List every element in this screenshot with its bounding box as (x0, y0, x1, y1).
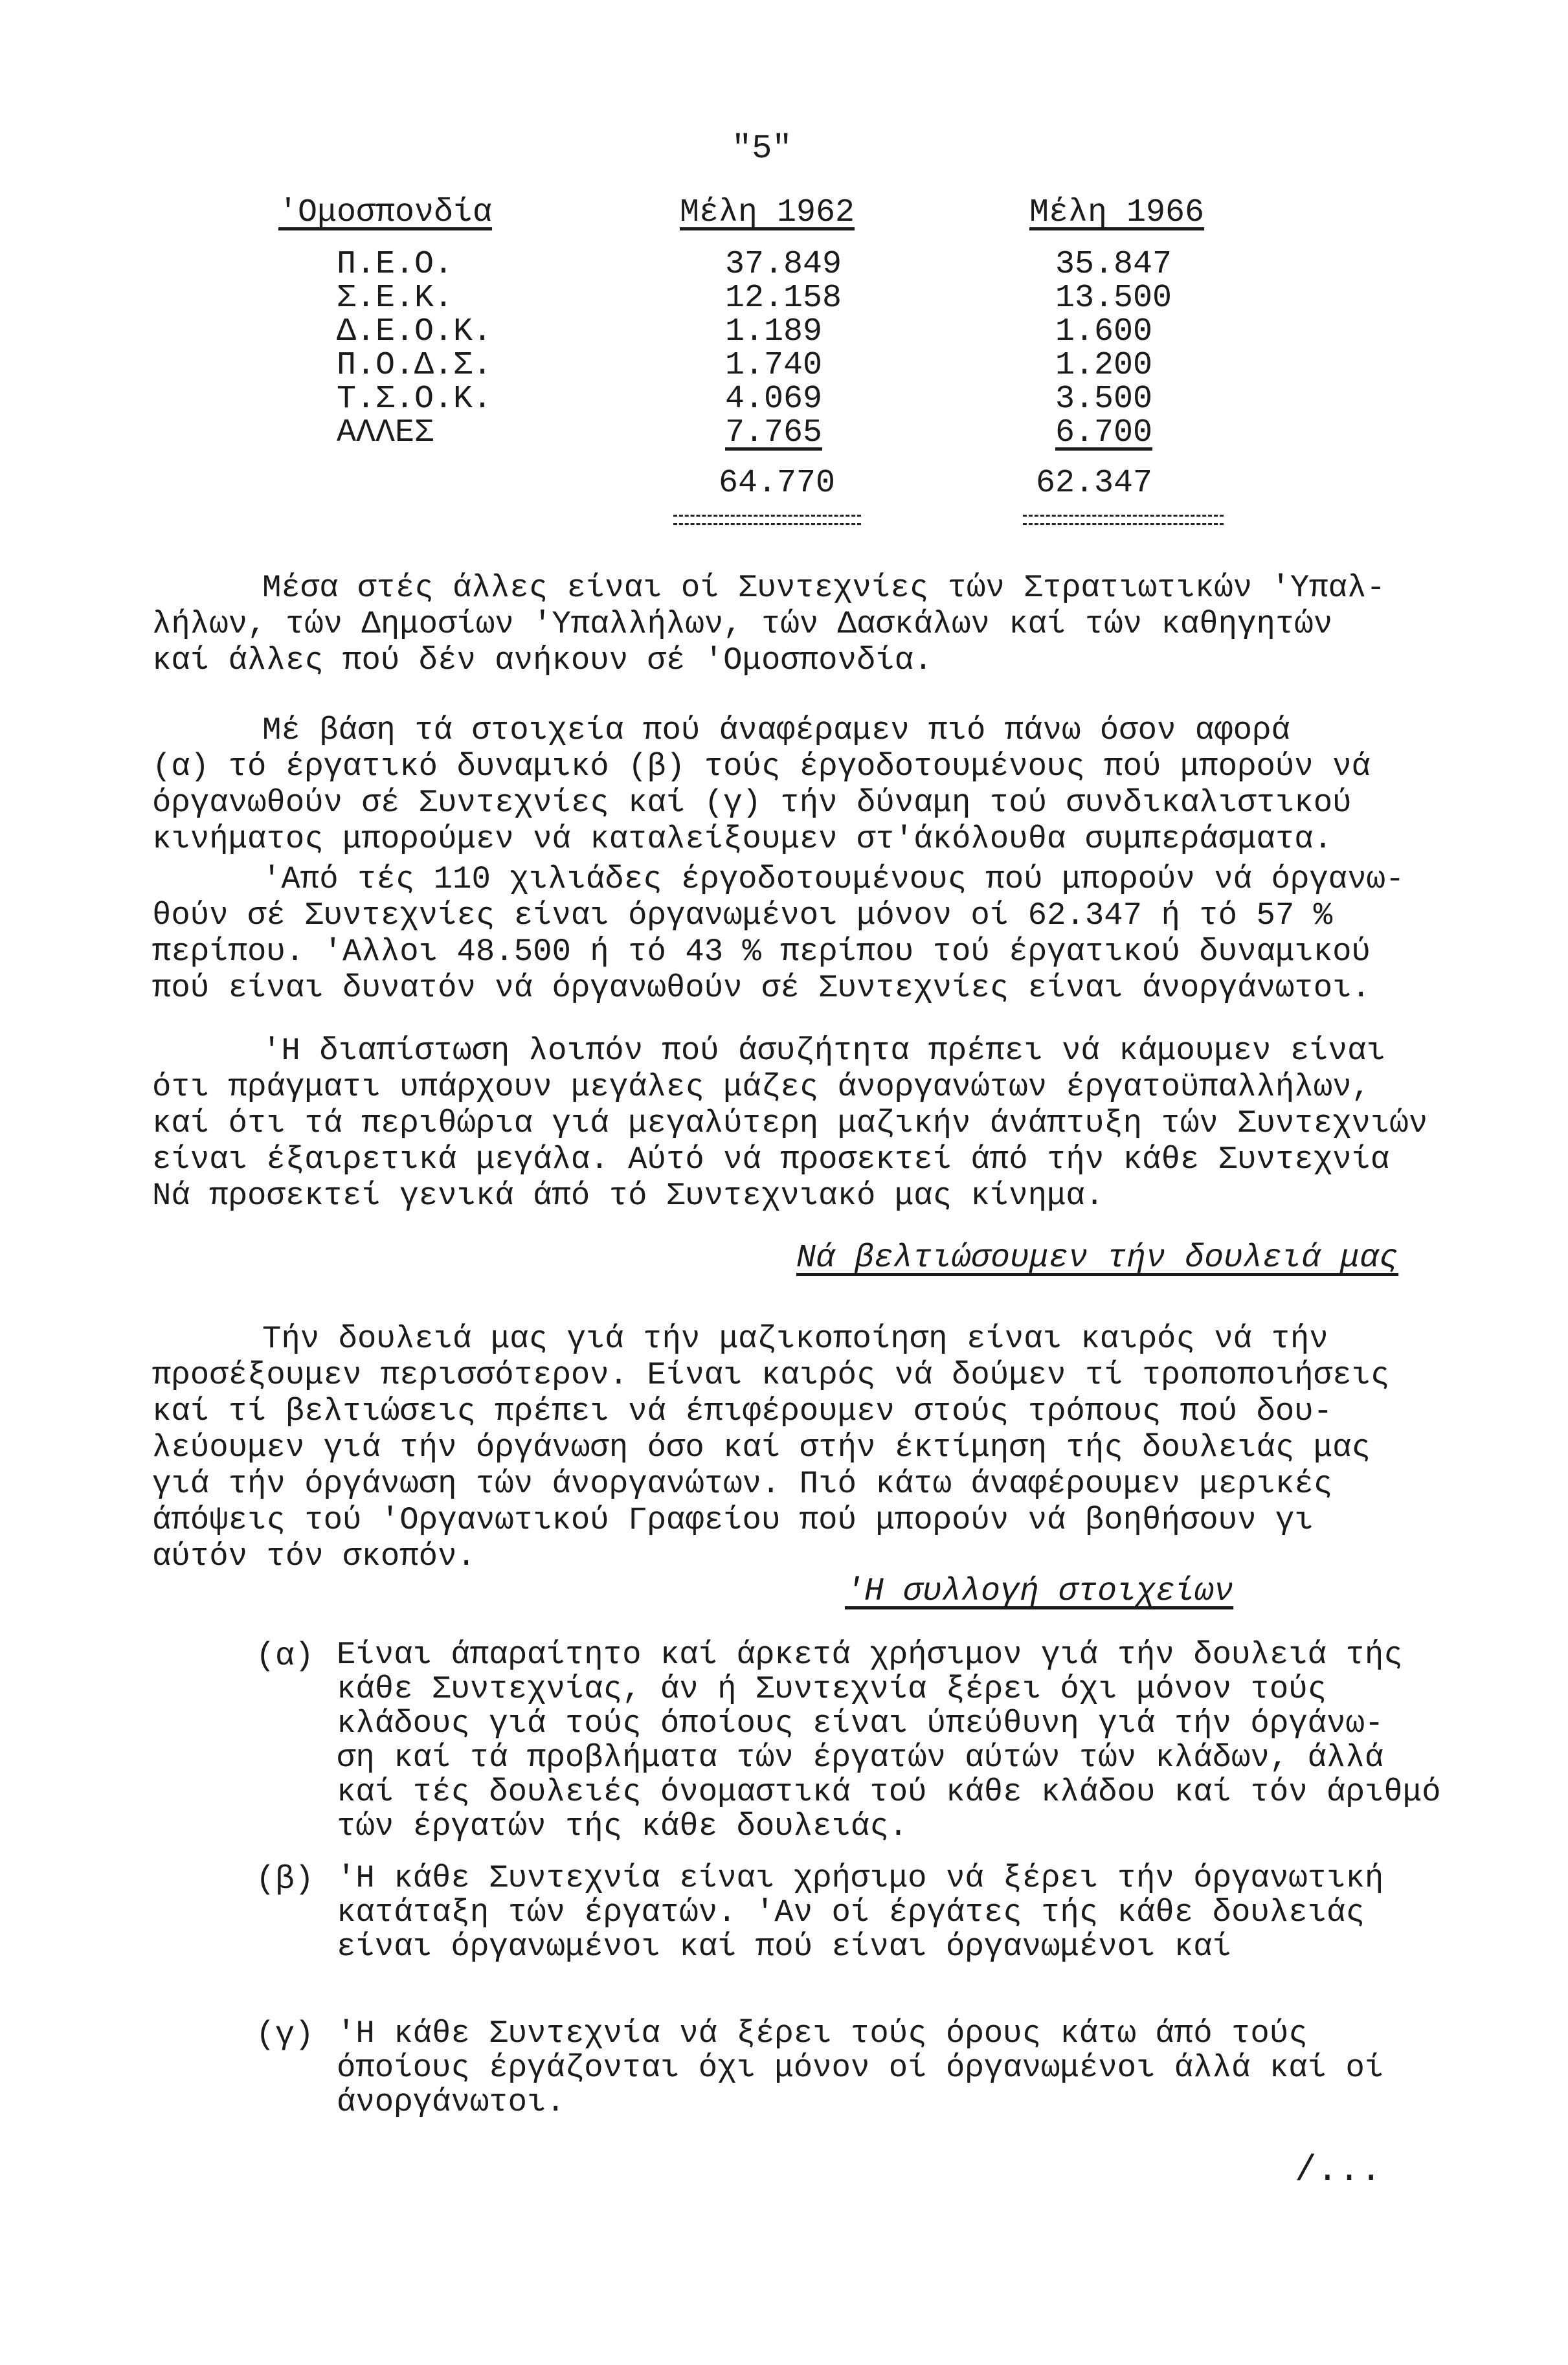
item-text: 'Η κάθε Συντεχνία είναι χρήσιμο νά ξέρει τήν όργανωτική κατάταξη τών έργατών. 'Αν οί έργάτες τής κάθε δουλειάς είναι όργανωμένοι καί πού είναι όργανωμένοι καί (337, 1860, 1384, 1965)
paragraph-mass-organization: Τήν δουλειά μας γιά τήν μαζικοποίηση είναι καιρός νά τήν προσέξουμεν περισσότερον. Είναι καιρός νά δούμεν τί τροποποιήσεις καί τί βελτιώσεις πρέπει νά έπιφέρουμεν στούς τρόπους πού δου- λεύουμεν γιά τήν όργάνωση όσο καί στήν έκτίμηση τής δουλειάς μας γιά τήν όργάνωση τών άνοργανώτων. Πιό κάτω άναφέρουμεν μερικές άπόψεις τού 'Οργανωτικού Γραφείου πού μπορούν νά βοηθήσουν γι αύτόν τόν σκοπόν. (152, 1321, 1390, 1575)
header-federation: 'Ομοσπονδία (278, 194, 493, 231)
members-1966-value: 1.600 (1055, 313, 1153, 350)
federation-name: Δ.Ε.Ο.Κ. (337, 313, 493, 350)
section-heading-data-collection: 'Η συλλογή στοιχείων (845, 1573, 1234, 1610)
table-row (0, 280, 1568, 317)
paragraph-conclusions-intro: Μέ βάση τά στοιχεία πού άναφέραμεν πιό πάνω όσον αφορά (α) τό έργατικό δυναμικό (β) τούς έργοδοτουμένους πού μπορούν νά όργανωθούν σέ Συντεχνίες καί (γ) τήν δύναμη τού συνδικαλιστικού κινήματος μπορούμεν νά καταλείξουμεν στ'άκόλουθα συμπεράσματα. (152, 712, 1371, 857)
members-1962-value: 4.069 (725, 381, 823, 418)
federation-name: ΑΛΛΕΣ (337, 414, 434, 451)
paragraph-other-unions: Μέσα στές άλλες είναι οί Συντεχνίες τών Στρατιωτικών 'Υπαλ- λήλων, τών Δημοσίων 'Υπαλλήλων, τών Δασκάλων καί τών καθηγητών καί άλλες πού δέν ανήκουν σέ 'Ομοσπονδία. (152, 570, 1385, 678)
double-rule-1962 (673, 515, 861, 525)
members-1962-value: 37.849 (725, 246, 842, 283)
membership-table (0, 246, 1568, 451)
members-1962-value: 1.740 (725, 347, 823, 384)
members-1962-value: 1.189 (725, 313, 823, 350)
members-1966-value: 6.700 (1055, 414, 1153, 451)
item-label: (α) (256, 1638, 315, 1675)
item-text: Είναι άπαραίτητο καί άρκετά χρήσιμον γιά τήν δουλειά τής κάθε Συντεχνίας, άν ή Συντεχνία ξέρει όχι μόνον τούς κλάδους γιά τούς όποίους είναι ύπεύθυνη γιά τήν όργάνω- ση καί τά προβλήματα τών έργατών αύτών τών κλάδων, άλλά καί τές δουλειές όνομαστικά τού κάθε κλάδου καί τόν άριθμό τών έργατών τής κάθε δουλειάς. (337, 1637, 1441, 1844)
total-1966: 62.347 (1036, 465, 1153, 502)
item-label: (γ) (256, 2017, 315, 2054)
table-row (0, 246, 1568, 283)
table-row (0, 313, 1568, 350)
members-1962-value: 12.158 (725, 280, 842, 317)
federation-name: Σ.Ε.Κ. (337, 280, 454, 317)
total-1962: 64.770 (719, 465, 836, 502)
item-text: 'Η κάθε Συντεχνία νά ξέρει τούς όρους κάτω άπό τούς όποίους έργάζονται όχι μόνον οί όργανωμένοι άλλά καί οί άνοργάνωτοι. (337, 2015, 1384, 2120)
paragraph-organized-stats: 'Από τές 110 χιλιάδες έργοδοτουμένους πού μπορούν νά όργανω- θούν σέ Συντεχνίες είναι όργανωμένοι μόνον οί 62.347 ή τό 57 % περίπου. 'Αλλοι 48.500 ή τό 43 % περίπου τού έργατικού δυναμικού πού είναι δυνατόν νά όργανωθούν σέ Συντεχνίες είναι άνοργάνωτοι. (152, 861, 1405, 1006)
double-rule-1966 (1023, 515, 1224, 525)
members-1966-value: 3.500 (1055, 381, 1153, 418)
members-1966-value: 35.847 (1055, 246, 1172, 283)
federation-name: Π.Ε.Ο. (337, 246, 454, 283)
federation-name: Τ.Σ.Ο.Κ. (337, 381, 493, 418)
members-1962-value: 7.765 (725, 414, 823, 451)
members-1966-value: 13.500 (1055, 280, 1172, 317)
federation-name: Π.Ο.Δ.Σ. (337, 347, 493, 384)
table-row (0, 381, 1568, 418)
continuation-mark: /... (1295, 2149, 1382, 2191)
paragraph-finding: 'Η διαπίστωση λοιπόν πού άσυζήτητα πρέπει νά κάμουμεν είναι ότι πράγματι υπάρχουν μεγάλες μάζες άνοργανώτων έργατοϋπαλλήλων, καί ότι τά περιθώρια γιά μεγαλύτερη μαζικήν άνάπτυξη τών Συντεχνιών είναι έξαιρετικά μεγάλα. Αύτό νά προσεκτεί άπό τήν κάθε Συντεχνία Νά προσεκτεί γενικά άπό τό Συντεχνιακό μας κίνημα. (152, 1033, 1428, 1214)
item-label: (β) (256, 1861, 315, 1898)
header-members-1966: Μέλη 1966 (1029, 194, 1205, 231)
members-1966-value: 1.200 (1055, 347, 1153, 384)
header-members-1962: Μέλη 1962 (680, 194, 855, 231)
table-row (0, 347, 1568, 384)
table-row (0, 414, 1568, 451)
page-number: "5" (732, 129, 792, 168)
section-heading-improve-work: Νά βελτιώσουμεν τήν δουλειά μας (796, 1240, 1399, 1277)
